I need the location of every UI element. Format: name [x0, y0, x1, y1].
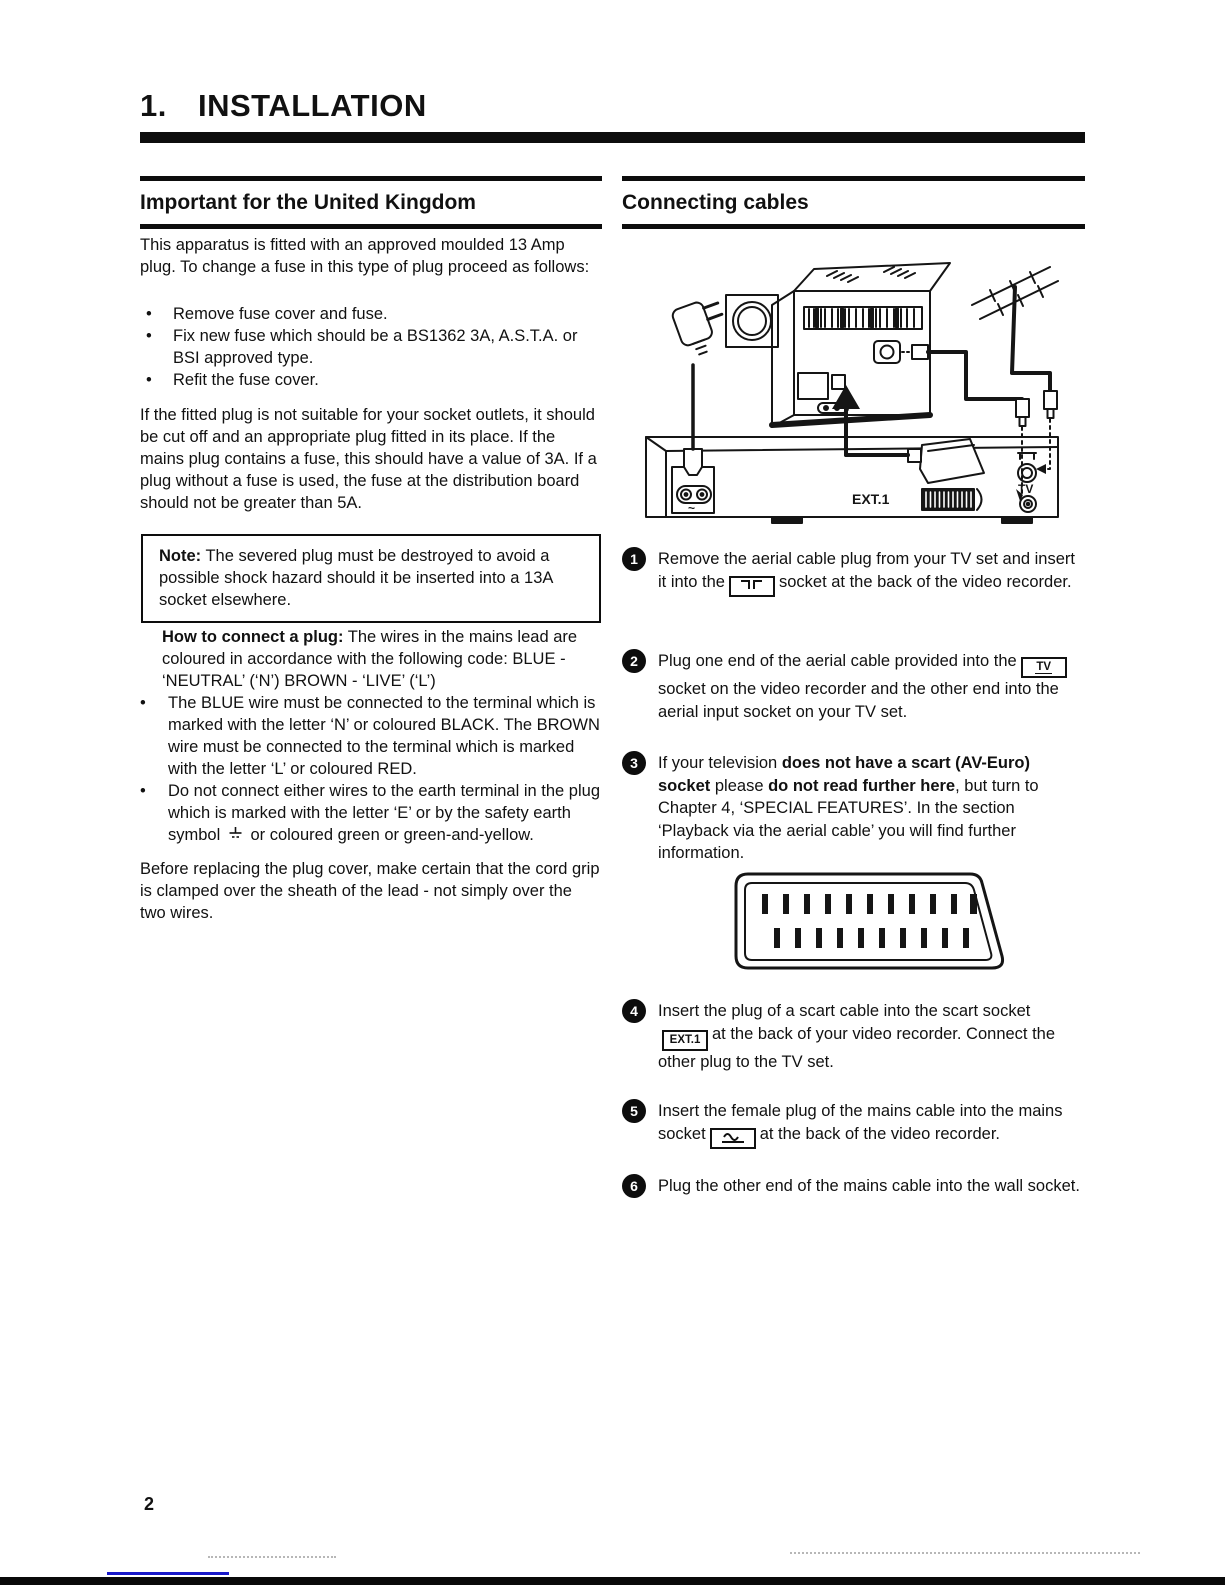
scart-socket	[922, 489, 982, 510]
chapter-title	[140, 88, 427, 124]
earth-bullet-text-b: or coloured green or green-and-yellow.	[250, 826, 534, 844]
step-2	[622, 650, 1085, 723]
uk-heading-text: Important for the United Kingdom	[140, 191, 476, 214]
heading-rule	[622, 224, 1085, 229]
heading-rule	[140, 176, 602, 181]
list-item: • Fix new fuse which should be a BS1362 3A, A.S.T.A. or BSI approved type.	[140, 325, 602, 369]
cord-grip-paragraph	[140, 858, 602, 924]
antenna	[972, 267, 1058, 391]
aerial-socket-icon	[729, 576, 775, 597]
scan-artifact	[790, 1552, 1140, 1554]
scart-plug	[832, 385, 984, 483]
chapter-number: 1.	[140, 88, 167, 123]
scan-blue-line	[107, 1572, 229, 1575]
step-text: Insert the female plug of the mains cable into the mains socket at the back of the video recorder.	[658, 1100, 1083, 1149]
step-5	[622, 1100, 1085, 1149]
step-number-badge: 6	[622, 1174, 646, 1198]
list-item: • Remove fuse cover and fuse.	[140, 303, 602, 325]
page-number: 2	[144, 1494, 155, 1514]
diagram-tv-label: TV	[1018, 482, 1034, 496]
aerial-cable-tv	[928, 352, 1022, 399]
diagram-ext1-label: EXT.1	[852, 491, 890, 507]
howto-connect-block	[162, 626, 602, 848]
scan-artifact	[208, 1556, 336, 1558]
step-text: Plug the other end of the mains cable into the wall socket.	[658, 1177, 1080, 1195]
step-number-badge: 4	[622, 999, 646, 1023]
howto-text: The wires in the mains lead are coloured in accordance with the following code: BLUE - ‘NEUTRAL’ (‘N’) BROWN - ‘LIVE’ (‘L’)	[162, 628, 578, 690]
fuse-bullet-list	[140, 303, 602, 391]
step-1	[622, 548, 1085, 597]
step-number-badge: 1	[622, 547, 646, 571]
tv-socket-icon: TV	[1021, 657, 1067, 678]
tv-set	[772, 263, 950, 427]
heading-rule	[140, 224, 602, 229]
wall-plug	[671, 295, 732, 358]
uk-intro-paragraph	[140, 234, 602, 278]
earth-bullet-text-a: Do not connect either wires to the earth terminal in the plug which is marked with the letter ‘E’ or by the safety earth symbol	[168, 782, 600, 844]
note-text: The severed plug must be destroyed to avoid a possible shock hazard should it be inserted into a 13A socket elsewhere.	[159, 547, 553, 609]
scart-pins-top	[762, 894, 977, 914]
scan-edge-bar	[0, 1577, 1225, 1585]
step-number-badge: 5	[622, 1099, 646, 1123]
list-item: • Refit the fuse cover.	[140, 369, 602, 391]
step-text: Plug one end of the aerial cable provided into the TVsocket on the video recorder and the other end into the aerial input socket on your TV set.	[658, 650, 1083, 723]
note-box	[141, 534, 601, 623]
section-heading-connecting	[622, 176, 1085, 229]
howto-label: How to connect a plug:	[162, 628, 344, 646]
earth-symbol-icon	[228, 826, 243, 848]
ext1-socket-icon: EXT.1	[662, 1030, 708, 1051]
note-label: Note:	[159, 547, 202, 565]
plug-replacement-text: If the fitted plug is not suitable for your socket outlets, it should be cut off and an appropriate plug fitted in its place. If the mains plug contains a fuse, this should have a value of 3A. If a plug without a fuse is used, the fuse at the distribution board should not be greater than 5A.	[140, 406, 597, 512]
list-item: • The BLUE wire must be connected to the terminal which is marked with the letter ‘N’ or coloured BLACK. The BROWN wire must be connected to the terminal which is marked with the letter ‘L’ or coloured RED.	[140, 692, 602, 780]
connecting-heading-text: Connecting cables	[622, 191, 809, 214]
section-heading-uk	[140, 176, 602, 229]
list-item	[140, 780, 602, 848]
title-rule	[140, 132, 1085, 143]
heading-rule	[622, 176, 1085, 181]
step-text: Insert the plug of a scart cable into the scart socketEXT.1 at the back of your video recorder. Connect the other plug to the TV set.	[658, 1002, 1056, 1071]
step-text: Remove the aerial cable plug from your TV set and insert it into the socket at the back of the video recorder.	[658, 548, 1083, 597]
step-6	[622, 1175, 1085, 1198]
connection-diagram	[622, 243, 1085, 530]
cord-grip-text: Before replacing the plug cover, make certain that the cord grip is clamped over the sheath of the lead - not simply over the two wires.	[140, 860, 600, 922]
mains-socket-icon	[710, 1128, 756, 1149]
step-4	[622, 1000, 1085, 1073]
step-number-badge: 3	[622, 751, 646, 775]
scart-connector-figure	[718, 864, 1034, 980]
intro-text: This apparatus is fitted with an approved moulded 13 Amp plug. To change a fuse in this type of plug proceed as follows:	[140, 236, 590, 276]
step-3	[622, 752, 1085, 865]
mains-female-plug	[684, 449, 702, 475]
scart-pins-bottom	[774, 928, 969, 948]
svg-text:~: ~	[688, 501, 696, 515]
chapter-title-text: INSTALLATION	[198, 88, 427, 123]
step-text: If your television does not have a scart (AV-Euro) socket please do not read further here, but turn to Chapter 4, ‘SPECIAL FEATURES’. In the section ‘Playback via the aerial cable’ you will find further information.	[658, 754, 1039, 862]
step-number-badge: 2	[622, 649, 646, 673]
plug-replacement-paragraph	[140, 404, 602, 514]
